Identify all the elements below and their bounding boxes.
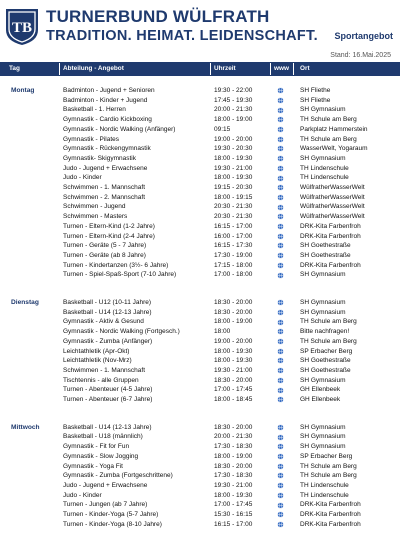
location-cell: WülfratherWasserWelt xyxy=(300,203,365,211)
table-row xyxy=(0,347,400,357)
location-cell: SH Gymnasium xyxy=(300,271,346,279)
activity-cell: Gymnastik - Aktiv & Gesund xyxy=(63,318,144,326)
table-row xyxy=(0,442,400,452)
location-cell: SH Fliethe xyxy=(300,87,331,94)
column-header-web: www xyxy=(274,65,289,72)
table-row xyxy=(0,125,400,135)
globe-icon[interactable] xyxy=(277,377,284,384)
activity-cell: Schwimmen - 1. Mannschaft xyxy=(63,366,146,374)
club-slogan: TRADITION. HEIMAT. LEIDENSCHAFT. xyxy=(46,28,318,44)
column-header-location: Ort xyxy=(300,65,310,72)
globe-icon[interactable] xyxy=(277,482,284,489)
globe-icon[interactable] xyxy=(277,502,284,509)
location-cell: WülfratherWasserWelt xyxy=(300,213,365,221)
location-cell: SH Fliethe xyxy=(300,96,331,104)
table-row xyxy=(0,222,400,232)
time-cell: 18:00 - 19:00 xyxy=(214,116,253,124)
table-row xyxy=(0,423,400,433)
time-cell: 18:00 - 19:00 xyxy=(214,452,253,460)
globe-icon[interactable] xyxy=(277,184,284,191)
activity-cell: Turnen - Eltern-Kind (1-2 Jahre) xyxy=(63,222,155,230)
table-row xyxy=(0,144,400,154)
globe-icon[interactable] xyxy=(277,387,284,394)
activity-cell: Gymnastik - Cardio Kickboxing xyxy=(63,116,152,124)
location-cell: SH Gymnasium xyxy=(300,299,346,306)
table-row xyxy=(0,183,400,193)
time-cell: 19:30 - 21:00 xyxy=(214,481,253,489)
table-row xyxy=(0,366,400,376)
time-cell: 17:30 - 18:30 xyxy=(214,472,253,480)
globe-icon[interactable] xyxy=(277,242,284,249)
globe-icon[interactable] xyxy=(277,511,284,518)
activity-cell: Badminton - Jugend + Senioren xyxy=(63,87,155,94)
location-cell: TH Schule am Berg xyxy=(300,116,357,124)
location-cell: TH Lindenschule xyxy=(300,481,349,489)
page-title: Sportangebot xyxy=(334,31,393,41)
location-cell: GH Ellenbeek xyxy=(300,386,341,394)
location-cell: Bitte nachfragen! xyxy=(300,328,350,336)
time-cell: 18:00 - 19:30 xyxy=(214,357,253,365)
globe-icon[interactable] xyxy=(277,223,284,230)
activity-cell: Turnen - Jungen (ab 7 Jahre) xyxy=(63,501,148,509)
location-cell: SH Goethestraße xyxy=(300,366,351,374)
time-cell: 17:00 - 17:45 xyxy=(214,501,253,509)
time-cell: 20:30 - 21:30 xyxy=(214,213,253,221)
location-cell: TH Schule am Berg xyxy=(300,337,357,345)
column-divider xyxy=(270,63,271,75)
page-header xyxy=(0,0,400,62)
activity-cell: Turnen - Kinder-Yoga (8-10 Jahre) xyxy=(63,520,162,528)
activity-cell: Turnen - Abenteuer (4-5 Jahre) xyxy=(63,386,153,394)
location-cell: SP Erbacher Berg xyxy=(300,452,353,460)
activity-cell: Leichtathletik (Apr-Okt) xyxy=(63,347,130,355)
table-row xyxy=(0,481,400,491)
globe-icon[interactable] xyxy=(277,87,284,94)
table-row xyxy=(0,462,400,472)
location-cell: TH Lindenschule xyxy=(300,491,349,499)
day-label: Mittwoch xyxy=(11,423,40,431)
location-cell: DRK-Kita Farbenfroh xyxy=(300,511,361,518)
globe-icon[interactable] xyxy=(277,348,284,355)
table-row xyxy=(0,520,400,530)
activity-cell: Judo - Jugend + Erwachsene xyxy=(63,164,148,172)
activity-cell: Basketball - U14 (12-13 Jahre) xyxy=(63,423,152,431)
time-cell: 18:00 - 19:30 xyxy=(214,174,253,182)
location-cell: SH Gymnasium xyxy=(300,154,346,162)
location-cell: SH Goethestraße xyxy=(300,251,351,259)
table-row xyxy=(0,510,400,520)
globe-icon[interactable] xyxy=(277,309,284,316)
globe-icon[interactable] xyxy=(277,107,284,114)
table-row xyxy=(0,86,400,96)
activity-cell: Schwimmen - Masters xyxy=(63,213,128,221)
time-cell: 18:00 xyxy=(214,328,231,336)
location-cell: SH Gymnasium xyxy=(300,376,346,384)
activity-cell: Gymnastik - Pilates xyxy=(63,135,119,143)
activity-cell: Basketball - 1. Herren xyxy=(63,106,126,114)
stand-date: Stand: 16.Mai.2025 xyxy=(330,52,391,59)
activity-cell: Schwimmen - 2. Mannschaft xyxy=(63,193,146,201)
time-cell: 16:15 - 17:00 xyxy=(214,520,253,528)
globe-icon[interactable] xyxy=(277,165,284,172)
location-cell: SH Gymnasium xyxy=(300,308,346,316)
time-cell: 18:00 - 19:30 xyxy=(214,347,253,355)
activity-cell: Turnen - Spiel-Spaß-Sport (7-10 Jahre) xyxy=(63,271,177,279)
activity-cell: Turnen - Kinder-Yoga (5-7 Jahre) xyxy=(63,511,159,518)
time-cell: 18:00 - 18:45 xyxy=(214,396,253,403)
globe-icon[interactable] xyxy=(277,116,284,123)
activity-cell: Tischtennis - alle Gruppen xyxy=(63,376,139,384)
table-row xyxy=(0,270,400,280)
time-cell: 17:30 - 18:30 xyxy=(214,443,253,451)
table-row xyxy=(0,337,400,347)
time-cell: 18:30 - 20:00 xyxy=(214,462,253,470)
time-cell: 18:30 - 20:00 xyxy=(214,308,253,316)
table-row xyxy=(0,135,400,145)
location-cell: DRK-Kita Farbenfroh xyxy=(300,232,361,240)
globe-icon[interactable] xyxy=(277,194,284,201)
time-cell: 19:00 - 20:00 xyxy=(214,337,253,345)
time-cell: 17:00 - 17:45 xyxy=(214,386,253,394)
activity-cell: Turnen - Eltern-Kind (2-4 Jahre) xyxy=(63,232,155,240)
globe-icon[interactable] xyxy=(277,155,284,162)
time-cell: 20:30 - 21:30 xyxy=(214,203,253,211)
table-row xyxy=(0,317,400,327)
globe-icon[interactable] xyxy=(277,213,284,220)
activity-cell: Basketball - U14 (12-13 Jahre) xyxy=(63,308,152,316)
globe-icon[interactable] xyxy=(277,272,284,279)
table-row xyxy=(0,251,400,261)
activity-cell: Gymnastik - Yoga Fit xyxy=(63,462,123,470)
location-cell: WasserWelt, Yogaraum xyxy=(300,145,368,153)
location-cell: SH Gymnasium xyxy=(300,423,346,431)
globe-icon[interactable] xyxy=(277,434,284,441)
location-cell: SH Gymnasium xyxy=(300,443,346,451)
column-divider xyxy=(293,63,294,75)
globe-icon[interactable] xyxy=(277,357,284,364)
globe-icon[interactable] xyxy=(277,319,284,326)
table-row xyxy=(0,202,400,212)
time-cell: 17:30 - 19:00 xyxy=(214,251,253,259)
time-cell: 19:30 - 20:30 xyxy=(214,145,253,153)
globe-icon[interactable] xyxy=(277,424,284,431)
location-cell: TH Lindenschule xyxy=(300,174,349,182)
club-name: TURNERBUND WÜLFRATH xyxy=(46,7,270,26)
globe-icon[interactable] xyxy=(277,338,284,345)
globe-icon[interactable] xyxy=(277,443,284,450)
location-cell: SP Erbacher Berg xyxy=(300,347,353,355)
activity-cell: Gymnastik - Rückengymnastik xyxy=(63,145,151,153)
time-cell: 18:00 - 19:30 xyxy=(214,154,253,162)
globe-icon[interactable] xyxy=(277,299,284,306)
table-row xyxy=(0,432,400,442)
globe-icon[interactable] xyxy=(277,204,284,211)
globe-icon[interactable] xyxy=(277,453,284,460)
table-row xyxy=(0,308,400,318)
day-label: Dienstag xyxy=(11,299,39,306)
activity-cell: Gymnastik - Slow Jogging xyxy=(63,452,139,460)
logo-text: TB xyxy=(11,20,33,36)
activity-cell: Gymnastik - Nordic Walking (Anfänger) xyxy=(63,125,176,133)
time-cell: 16:00 - 17:00 xyxy=(214,232,253,240)
club-logo xyxy=(3,6,41,46)
location-cell: TH Schule am Berg xyxy=(300,462,357,470)
column-header-activity: Abteilung - Angebot xyxy=(63,65,124,72)
location-cell: TH Schule am Berg xyxy=(300,318,357,326)
time-cell: 18:00 - 19:30 xyxy=(214,491,253,499)
day-label: Montag xyxy=(11,87,35,94)
time-cell: 17:15 - 18:00 xyxy=(214,261,253,269)
globe-icon[interactable] xyxy=(277,492,284,499)
column-header-day: Tag xyxy=(9,65,20,72)
globe-icon[interactable] xyxy=(277,367,284,374)
time-cell: 19:30 - 21:00 xyxy=(214,366,253,374)
location-cell: TH Schule am Berg xyxy=(300,135,357,143)
time-cell: 19:00 - 20:00 xyxy=(214,135,253,143)
globe-icon[interactable] xyxy=(277,328,284,335)
time-cell: 17:45 - 19:30 xyxy=(214,96,253,104)
column-header-time: Uhrzeit xyxy=(214,65,236,72)
table-row xyxy=(0,491,400,501)
activity-cell: Turnen - Geräte (ab 8 Jahre) xyxy=(63,251,146,259)
activity-cell: Judo - Jugend + Erwachsene xyxy=(63,481,148,489)
table-row xyxy=(0,96,400,106)
globe-icon[interactable] xyxy=(277,233,284,240)
location-cell: WülfratherWasserWelt xyxy=(300,184,365,191)
activity-cell: Basketball - U12 (10-11 Jahre) xyxy=(63,299,152,306)
time-cell: 09:15 xyxy=(214,125,231,133)
time-cell: 19:30 - 21:00 xyxy=(214,164,253,172)
globe-icon[interactable] xyxy=(277,262,284,269)
time-cell: 16:15 - 17:30 xyxy=(214,242,253,250)
activity-cell: Gymnastik - Zumba (Anfänger) xyxy=(63,337,153,345)
activity-cell: Badminton - Kinder + Jugend xyxy=(63,96,148,104)
location-cell: DRK-Kita Farbenfroh xyxy=(300,520,361,528)
location-cell: Parkplatz Hammerstein xyxy=(300,125,368,133)
location-cell: WülfratherWasserWelt xyxy=(300,193,365,201)
table-row xyxy=(0,385,400,395)
globe-icon[interactable] xyxy=(277,396,284,403)
activity-cell: Gymnastik - Zumba (Fortgeschrittene) xyxy=(63,472,173,480)
table-row xyxy=(0,232,400,242)
table-row xyxy=(0,356,400,366)
activity-cell: Leichtathletik (Nov-Mrz) xyxy=(63,357,132,365)
activity-cell: Schwimmen - 1. Mannschaft xyxy=(63,184,146,191)
activity-cell: Judo - Kinder xyxy=(63,491,102,499)
table-header xyxy=(0,62,400,76)
column-divider xyxy=(210,63,211,75)
location-cell: SH Gymnasium xyxy=(300,106,346,114)
table-row xyxy=(0,115,400,125)
time-cell: 18:30 - 20:00 xyxy=(214,423,253,431)
globe-icon[interactable] xyxy=(277,472,284,479)
table-row xyxy=(0,164,400,174)
activity-cell: Schwimmen - Jugend xyxy=(63,203,126,211)
table-row xyxy=(0,241,400,251)
table-row xyxy=(0,261,400,271)
location-cell: SH Goethestraße xyxy=(300,242,351,250)
table-row xyxy=(0,154,400,164)
globe-icon[interactable] xyxy=(277,463,284,470)
activity-cell: Judo - Kinder xyxy=(63,174,102,182)
location-cell: SH Gymnasium xyxy=(300,433,346,441)
table-row xyxy=(0,452,400,462)
table-row xyxy=(0,173,400,183)
column-divider xyxy=(59,63,60,75)
time-cell: 16:15 - 17:00 xyxy=(214,222,253,230)
table-row xyxy=(0,327,400,337)
time-cell: 17:00 - 18:00 xyxy=(214,271,253,279)
globe-icon[interactable] xyxy=(277,145,284,152)
globe-icon[interactable] xyxy=(277,175,284,182)
time-cell: 18:00 - 19:15 xyxy=(214,193,253,201)
table-row xyxy=(0,298,400,308)
location-cell: DRK-Kita Farbenfroh xyxy=(300,222,361,230)
table-row xyxy=(0,500,400,510)
time-cell: 15:30 - 16:15 xyxy=(214,511,253,518)
globe-icon[interactable] xyxy=(277,252,284,259)
time-cell: 18:30 - 20:00 xyxy=(214,299,253,306)
location-cell: SH Goethestraße xyxy=(300,357,351,365)
activity-cell: Turnen - Kindertanzen (3½- 6 Jahre) xyxy=(63,261,169,269)
table-row xyxy=(0,376,400,386)
table-row xyxy=(0,471,400,481)
table-row xyxy=(0,395,400,405)
time-cell: 19:15 - 20:30 xyxy=(214,184,253,191)
location-cell: GH Ellenbeek xyxy=(300,396,341,403)
globe-icon[interactable] xyxy=(277,521,284,528)
activity-cell: Gymnastik- Skigymnastik xyxy=(63,154,136,162)
location-cell: DRK-Kita Farbenfroh xyxy=(300,501,361,509)
time-cell: 18:00 - 19:00 xyxy=(214,318,253,326)
time-cell: 20:00 - 21:30 xyxy=(214,433,253,441)
location-cell: DRK-Kita Farbenfroh xyxy=(300,261,361,269)
globe-icon[interactable] xyxy=(277,136,284,143)
activity-cell: Basketball - U18 (männlich) xyxy=(63,433,143,441)
location-cell: TH Lindenschule xyxy=(300,164,349,172)
time-cell: 19:30 - 22:00 xyxy=(214,87,253,94)
table-row xyxy=(0,193,400,203)
location-cell: TH Schule am Berg xyxy=(300,472,357,480)
activity-cell: Turnen - Abenteuer (6-7 Jahre) xyxy=(63,396,153,403)
table-row xyxy=(0,105,400,115)
activity-cell: Gymnastik - Fit for Fun xyxy=(63,443,130,451)
time-cell: 18:30 - 20:00 xyxy=(214,376,253,384)
globe-icon[interactable] xyxy=(277,97,284,104)
globe-icon[interactable] xyxy=(277,126,284,133)
time-cell: 20:00 - 21:30 xyxy=(214,106,253,114)
activity-cell: Turnen - Geräte (5 - 7 Jahre) xyxy=(63,242,147,250)
table-row xyxy=(0,212,400,222)
activity-cell: Gymnastik - Nordic Walking (Fortgesch.) xyxy=(63,328,180,336)
